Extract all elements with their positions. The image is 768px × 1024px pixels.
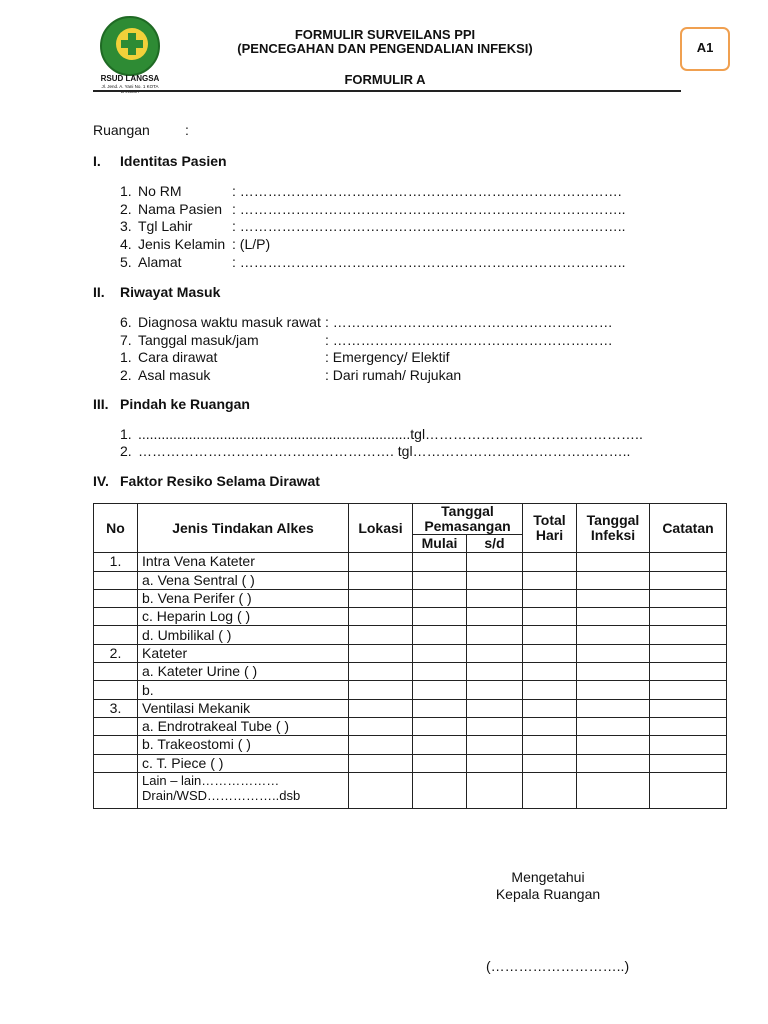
header-divider — [93, 90, 681, 92]
ruangan-colon: : — [185, 122, 189, 138]
cell-empty — [650, 736, 727, 754]
cell-jenis-tindakan: c. T. Piece ( ) — [138, 754, 349, 772]
cell-empty — [467, 772, 523, 808]
th-lokasi: Lokasi — [349, 504, 413, 553]
s2-item-value: : Dari rumah/ Rujukan — [325, 367, 462, 383]
table-row — [94, 608, 727, 626]
cell-empty — [467, 717, 523, 735]
cell-empty — [577, 663, 650, 681]
s1-item-num: 4. — [120, 236, 132, 252]
s2-item-label: Asal masuk — [138, 367, 211, 383]
cell-empty — [467, 626, 523, 644]
cell-empty — [650, 699, 727, 717]
cell-no: 3. — [94, 699, 138, 717]
table-row — [94, 699, 727, 717]
drain-wsd-line: Drain/WSD……………..dsb — [142, 787, 301, 803]
cell-empty — [650, 626, 727, 644]
cell-no — [94, 736, 138, 754]
th-tanggal-pemasangan: Tanggal Pemasangan — [413, 504, 523, 535]
s1-item-value: : (L/P) — [232, 236, 271, 252]
cell-no: 1. — [94, 553, 138, 571]
section4-title: Faktor Resiko Selama Dirawat — [120, 473, 320, 489]
cell-jenis-tindakan: Kateter — [138, 644, 349, 662]
cell-empty — [413, 772, 467, 808]
s1-item-label: Alamat — [138, 254, 182, 270]
cell-empty — [523, 589, 577, 607]
cell-empty — [94, 772, 138, 808]
table-row — [94, 644, 727, 662]
cell-empty — [577, 644, 650, 662]
section4-number: IV. — [93, 473, 109, 489]
cell-empty — [577, 608, 650, 626]
cell-empty — [650, 717, 727, 735]
cell-empty — [467, 754, 523, 772]
cell-empty — [523, 608, 577, 626]
s1-item-num: 2. — [120, 201, 132, 217]
cell-empty — [349, 553, 413, 571]
cell-empty — [523, 644, 577, 662]
cell-empty — [467, 589, 523, 607]
cell-jenis-tindakan: a. Kateter Urine ( ) — [138, 663, 349, 681]
form-title-line2: (PENCEGAHAN DAN PENGENDALIAN INFEKSI) — [237, 41, 533, 56]
cell-empty — [523, 571, 577, 589]
s1-item-value: : ……………………………………………………………………….. — [232, 201, 626, 217]
cell-empty — [413, 553, 467, 571]
s1-item-value: : ……………………………………………………………………….. — [232, 254, 626, 270]
cell-jenis-tindakan: d. Umbilikal ( ) — [138, 626, 349, 644]
section2-title: Riwayat Masuk — [120, 284, 221, 300]
cell-empty — [523, 772, 577, 808]
cell-no — [94, 754, 138, 772]
cell-empty — [650, 754, 727, 772]
cell-empty — [577, 754, 650, 772]
cell-jenis-tindakan: c. Heparin Log ( ) — [138, 608, 349, 626]
ruangan-label: Ruangan — [93, 122, 150, 138]
cell-empty — [523, 553, 577, 571]
cell-empty — [650, 663, 727, 681]
cell-no — [94, 663, 138, 681]
s2-item-value: : …………………………………………………… — [325, 314, 613, 330]
cell-empty — [349, 571, 413, 589]
cell-empty — [577, 717, 650, 735]
cell-empty — [349, 589, 413, 607]
cell-empty — [349, 626, 413, 644]
s1-item-label: No RM — [138, 183, 182, 199]
cell-empty — [467, 553, 523, 571]
cell-jenis-tindakan: Intra Vena Kateter — [138, 553, 349, 571]
section3-number: III. — [93, 396, 109, 412]
form-title-line1: FORMULIR SURVEILANS PPI — [294, 27, 476, 42]
signature-kepala-ruangan: Kepala Ruangan — [495, 886, 601, 902]
th-mulai: Mulai — [413, 535, 467, 553]
cell-no — [94, 681, 138, 699]
cell-empty — [349, 608, 413, 626]
cell-empty — [650, 772, 727, 808]
cell-empty — [523, 717, 577, 735]
s2-item-num: 6. — [120, 314, 132, 330]
cell-empty — [413, 589, 467, 607]
cell-no — [94, 717, 138, 735]
s3-item-text: ………………………………………………. tgl……………………………………….. — [138, 443, 631, 459]
cell-empty — [650, 681, 727, 699]
table-row — [94, 681, 727, 699]
cell-empty — [523, 736, 577, 754]
cell-jenis-tindakan: a. Endrotrakeal Tube ( ) — [138, 717, 349, 735]
section1-title: Identitas Pasien — [120, 153, 227, 169]
cell-jenis-tindakan: b. Trakeostomi ( ) — [138, 736, 349, 754]
logo-hospital-address: Jl. Jend. A. Yani No. 1 KOTA LANGSA — [101, 84, 159, 94]
cell-empty — [577, 772, 650, 808]
table-row — [94, 589, 727, 607]
table-row — [94, 736, 727, 754]
section1-number: I. — [93, 153, 101, 169]
table-header-row — [94, 504, 727, 535]
cell-empty — [413, 736, 467, 754]
th-tanggal-infeksi: Tanggal Infeksi — [577, 504, 650, 553]
cell-empty — [467, 644, 523, 662]
cell-jenis-tindakan: b. Vena Perifer ( ) — [138, 589, 349, 607]
cell-empty — [577, 699, 650, 717]
cell-no: 2. — [94, 644, 138, 662]
cell-empty — [467, 736, 523, 754]
s1-item-label: Nama Pasien — [138, 201, 223, 217]
cell-empty — [467, 699, 523, 717]
lain-lain-line: Lain – lain……………… — [142, 772, 280, 788]
s1-item-num: 3. — [120, 218, 132, 234]
cell-empty — [413, 754, 467, 772]
cell-empty — [577, 736, 650, 754]
cell-jenis-tindakan: b. — [138, 681, 349, 699]
s1-item-label: Tgl Lahir — [138, 218, 193, 234]
cell-jenis-tindakan: Ventilasi Mekanik — [138, 699, 349, 717]
cell-empty — [650, 589, 727, 607]
form-code-badge: A1 — [680, 27, 730, 71]
th-no: No — [94, 504, 138, 553]
cell-empty — [349, 699, 413, 717]
cell-empty — [413, 626, 467, 644]
cell-empty — [523, 754, 577, 772]
s1-item-num: 5. — [120, 254, 132, 270]
cell-empty — [349, 681, 413, 699]
s3-item-num: 1. — [120, 426, 132, 442]
cell-empty — [349, 754, 413, 772]
cell-empty — [467, 663, 523, 681]
th-catatan: Catatan — [650, 504, 727, 553]
hospital-logo — [96, 16, 164, 92]
cell-empty — [650, 644, 727, 662]
cell-no — [94, 626, 138, 644]
cell-empty — [467, 571, 523, 589]
cell-empty — [413, 681, 467, 699]
signature-name-placeholder: (………………………..) — [486, 958, 630, 974]
s2-item-num: 1. — [120, 349, 132, 365]
cell-empty — [577, 681, 650, 699]
cell-no — [94, 571, 138, 589]
table-row — [94, 626, 727, 644]
cell-no — [94, 608, 138, 626]
logo-hospital-name: RSUD LANGSA — [100, 74, 160, 83]
cell-no — [94, 589, 138, 607]
s2-item-num: 2. — [120, 367, 132, 383]
th-sd: s/d — [467, 535, 523, 553]
cell-empty — [577, 553, 650, 571]
cell-empty — [577, 589, 650, 607]
form-name: FORMULIR A — [344, 72, 426, 87]
s1-item-label: Jenis Kelamin — [138, 236, 226, 252]
logo-emblem-icon — [100, 16, 160, 76]
s1-item-value: : ……………………………………………………………………….. — [232, 218, 626, 234]
s3-item-text: ......................................................................tgl……………………………………….. — [138, 426, 643, 442]
s2-item-label: Cara dirawat — [138, 349, 218, 365]
s1-item-value: : ………………………………………………………………………. — [232, 183, 622, 199]
cell-empty — [349, 772, 413, 808]
cell-lain-lain — [138, 772, 349, 808]
s3-item-num: 2. — [120, 443, 132, 459]
cell-empty — [577, 571, 650, 589]
table-row — [94, 717, 727, 735]
cell-empty — [349, 717, 413, 735]
cell-empty — [650, 608, 727, 626]
table-row — [94, 772, 727, 808]
signature-mengetahui: Mengetahui — [511, 869, 585, 885]
th-total-hari: Total Hari — [523, 504, 577, 553]
table-row — [94, 754, 727, 772]
cell-empty — [413, 608, 467, 626]
cell-empty — [349, 644, 413, 662]
cell-empty — [349, 663, 413, 681]
cell-empty — [523, 626, 577, 644]
s2-item-label: Tanggal masuk/jam — [138, 332, 259, 348]
cell-empty — [467, 681, 523, 699]
s2-item-value: : Emergency/ Elektif — [325, 349, 450, 365]
cell-empty — [413, 571, 467, 589]
cell-empty — [523, 663, 577, 681]
cell-empty — [577, 626, 650, 644]
section3-title: Pindah ke Ruangan — [120, 396, 250, 412]
cell-empty — [650, 553, 727, 571]
cell-empty — [650, 571, 727, 589]
cell-jenis-tindakan: a. Vena Sentral ( ) — [138, 571, 349, 589]
cell-empty — [523, 699, 577, 717]
section2-number: II. — [93, 284, 105, 300]
risk-factor-table — [93, 503, 727, 809]
table-row — [94, 553, 727, 571]
table-row — [94, 571, 727, 589]
table-row — [94, 663, 727, 681]
cell-empty — [413, 699, 467, 717]
cell-empty — [467, 608, 523, 626]
s1-item-num: 1. — [120, 183, 132, 199]
cell-empty — [523, 681, 577, 699]
s2-item-num: 7. — [120, 332, 132, 348]
cell-empty — [413, 663, 467, 681]
s2-item-value: : …………………………………………………… — [325, 332, 613, 348]
cell-empty — [413, 717, 467, 735]
th-jenis-tindakan: Jenis Tindakan Alkes — [138, 504, 349, 553]
cell-empty — [349, 736, 413, 754]
s2-item-label: Diagnosa waktu masuk rawat — [138, 314, 321, 330]
cell-empty — [413, 644, 467, 662]
